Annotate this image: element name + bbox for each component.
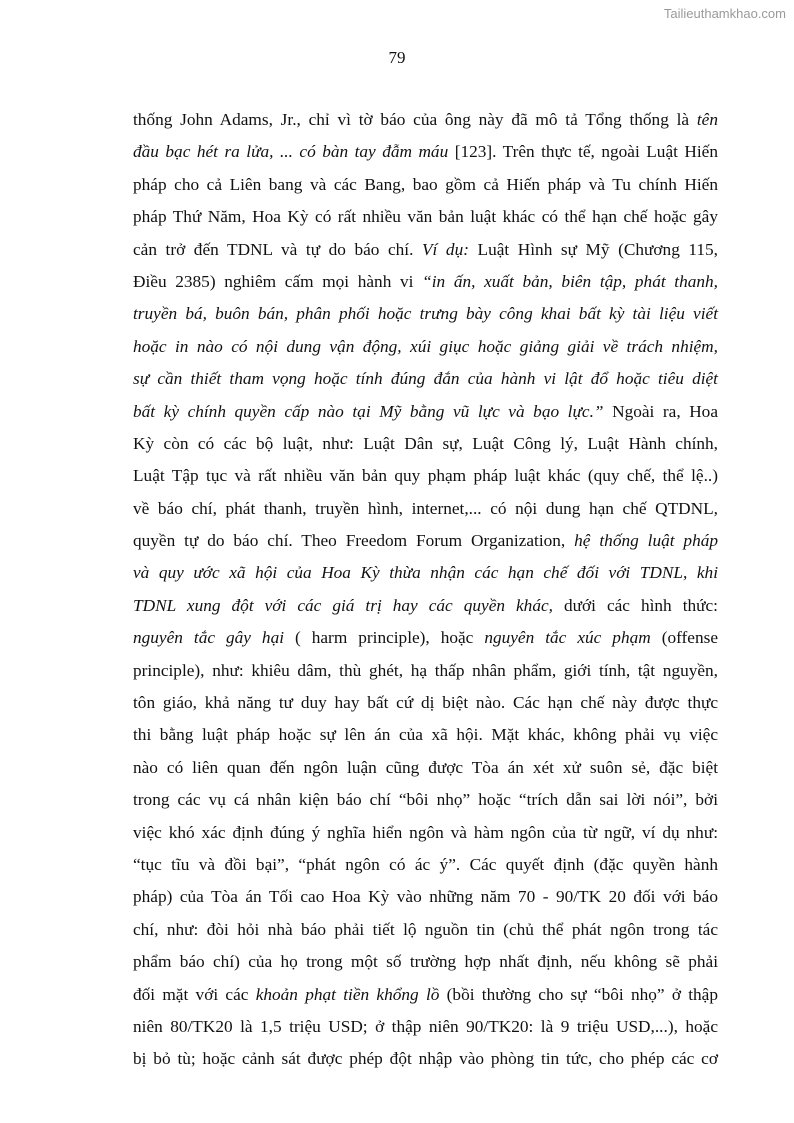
text-segment: Kỳ còn có các bộ luật, như: Luật Dân sự, Luật Công lý, Luật Hành chính, (133, 433, 718, 453)
text-segment: chí, như: đòi hỏi nhà báo phải tiết lộ nguồn tin (chủ thể phát ngôn trong tác (133, 919, 718, 939)
text-segment: tôn giáo, khả năng tư duy hay bất cứ dị biệt nào. Các hạn chế này được thực (133, 693, 718, 713)
text-segment: Luật Hình sự Mỹ (Chương 115, (468, 239, 719, 259)
text-line (133, 914, 718, 946)
watermark: Tailieuthamkhao.com (663, 6, 786, 21)
text-line (133, 946, 718, 978)
text-segment: (bồi thường cho sự “bôi nhọ” ở thập (439, 984, 718, 1004)
italic-text: TDNL xung đột với các giá trị hay các quyền khác, (133, 595, 553, 615)
text-line (133, 687, 718, 719)
text-line (133, 331, 718, 363)
text-line (133, 655, 718, 687)
italic-text: khoản phạt tiền khổng lồ (255, 984, 440, 1004)
text-segment: pháp Thứ Năm, Hoa Kỳ có rất nhiều văn bản luật khác có thể hạn chế hoặc gây (133, 207, 718, 227)
text-segment: nào có liên quan đến ngôn luận cũng được Tòa án xét xử suôn sẻ, đặc biệt (133, 757, 718, 777)
text-line (133, 979, 718, 1011)
text-line (133, 169, 718, 201)
italic-text: “in ấn, xuất bản, biên tập, phát thanh, (422, 271, 718, 291)
italic-text: truyền bá, buôn bán, phân phối hoặc trưng bày công khai bất kỳ tài liệu viết (133, 304, 718, 324)
italic-text: sự cần thiết tham vọng hoặc tính đúng đắn của hành vi lật đổ hoặc tiêu diệt (133, 369, 718, 389)
text-segment: pháp) của Tòa án Tối cao Hoa Kỳ vào những năm 70 - 90/TK 20 đối với báo (133, 887, 718, 907)
text-segment: về báo chí, phát thanh, truyền hình, internet,... có nội dung hạn chế QTDNL, (133, 498, 718, 518)
text-segment: Ngoài ra, Hoa (603, 401, 718, 421)
text-line (133, 622, 718, 654)
text-line (133, 590, 718, 622)
text-line (133, 493, 718, 525)
text-segment: phẩm báo chí) của họ trong một số trường hợp nhất định, nếu không sẽ phải (133, 952, 718, 972)
text-segment: “tục tĩu và đồi bại”, “phát ngôn có ác ý”. Các quyết định (đặc quyền hành (133, 854, 718, 874)
text-segment: bị bỏ tù; hoặc cảnh sát được phép đột nhập vào phòng tin tức, cho phép các cơ (133, 1049, 718, 1069)
text-line (133, 201, 718, 233)
text-line (133, 719, 718, 751)
italic-text: hệ thống luật pháp (574, 531, 718, 551)
italic-text: và quy ước xã hội của Hoa Kỳ thừa nhận các hạn chế đối với TDNL (133, 563, 684, 583)
text-segment: [123]. Trên thực tế, ngoài Luật Hiến (448, 142, 718, 162)
italic-text: đầu bạc hét ra lửa, ... có bàn tay đẫm máu (133, 142, 449, 162)
text-line (133, 1043, 718, 1075)
text-line (133, 752, 718, 784)
text-line (133, 460, 718, 492)
text-segment: ( harm principle), hoặc (284, 628, 485, 648)
text-segment: quyền tự do báo chí. Theo Freedom Forum Organization, (133, 531, 575, 551)
text-segment: pháp cho cả Liên bang và các Bang, bao gồm cả Hiến pháp và Tu chính Hiến (133, 174, 718, 194)
text-line (133, 557, 718, 589)
text-segment: việc khó xác định đúng ý nghĩa hiển ngôn và hàm ngôn của từ ngữ, ví dụ như: (133, 822, 718, 842)
text-line (133, 363, 718, 395)
text-line (133, 784, 718, 816)
text-line (133, 1011, 718, 1043)
text-line (133, 266, 718, 298)
text-segment: trong các vụ cá nhân kiện báo chí “bôi nhọ” hoặc “trích dẫn sai lời nói”, bởi (133, 790, 718, 810)
text-segment: thi bằng luật pháp hoặc sự lên án của xã hội. Mặt khác, không phải vụ việc (133, 725, 718, 745)
text-line (133, 234, 718, 266)
text-segment: dưới các hình thức: (552, 595, 718, 615)
text-line (133, 104, 718, 136)
text-line (133, 136, 718, 168)
italic-text: bất kỳ chính quyền cấp nào tại Mỹ bằng vũ lực và bạo lực.” (133, 401, 604, 421)
italic-text: nguyên tắc gây hại (133, 628, 285, 648)
text-segment: Luật Tập tục và rất nhiều văn bản quy phạm pháp luật khác (quy chế, thể lệ..) (133, 466, 718, 486)
text-line (133, 849, 718, 881)
text-line (133, 396, 718, 428)
text-segment: thống John Adams, Jr., chỉ vì tờ báo của ông này đã mô tả Tổng thống là (133, 110, 697, 129)
text-segment: cản trở đến TDNL và tự do báo chí. (133, 239, 422, 259)
text-segment: Điều 2385) nghiêm cấm mọi hành vi (133, 271, 423, 291)
text-segment: (offense (650, 628, 719, 648)
page-number: 79 (388, 48, 406, 67)
text-segment: đối mặt với các (133, 984, 256, 1004)
text-line (133, 817, 718, 849)
italic-text: hoặc in nào có nội dung vận động, xúi giục hoặc giảng giải về trách nhiệm, (133, 336, 718, 356)
italic-text: khi (696, 563, 719, 583)
italic-text: tên (696, 110, 718, 129)
text-line (133, 298, 718, 330)
text-line (133, 881, 718, 913)
text-line (133, 525, 718, 557)
text-segment: , (683, 563, 697, 583)
text-segment: niên 80/TK20 là 1,5 triệu USD; ở thập niên 90/TK20: là 9 triệu USD,...), hoặc (133, 1016, 718, 1036)
italic-text: nguyên tắc xúc phạm (484, 628, 651, 648)
text-line (133, 428, 718, 460)
text-segment: principle), như: khiêu dâm, thù ghét, hạ thấp nhân phẩm, giới tính, tật nguyền, (133, 660, 718, 680)
italic-text: Ví dụ: (422, 239, 469, 259)
body-text (133, 104, 718, 1076)
